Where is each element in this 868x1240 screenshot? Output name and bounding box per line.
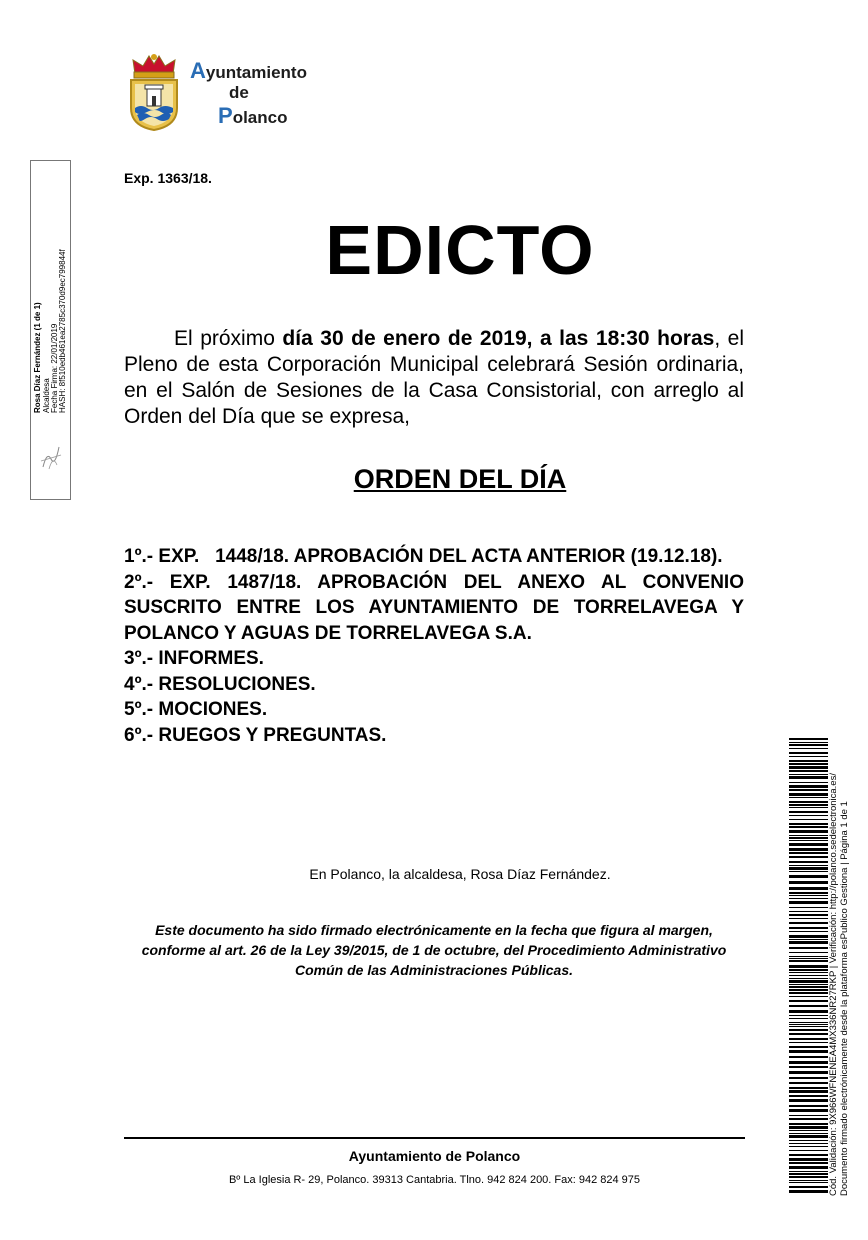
intro-date: día 30 de enero de 2019, a las 18:30 horas — [282, 327, 715, 350]
electronic-signature-notice: Este documento ha sido firmado electrónicamente en la fecha que figura al margen, conforme al art. 26 de la Ley 39/2015, de 1 de octubre, del Procedimiento Administrativo Común de las Administraciones Públicas. — [141, 922, 727, 978]
agenda-item: 1º.- EXP. 1448/18. APROBACIÓN DEL ACTA ANTERIOR (19.12.18). — [124, 546, 723, 567]
logo-line-1: Ayuntamiento — [190, 58, 307, 83]
intro-text-1: El próximo — [174, 327, 283, 350]
agenda-list — [124, 544, 744, 748]
intro-paragraph — [124, 326, 744, 430]
agenda-item: 5º.- MOCIONES. — [124, 699, 268, 720]
validation-code: Cód. Validación: 9X966WFNENEA4MX336NR27RKP | Verificación: http://polanco.sedelectronica.es/ — [828, 773, 839, 1196]
expedient-number: Exp. 1363/18. — [124, 170, 212, 186]
signature-icon — [39, 441, 63, 471]
validation-platform: Documento firmado electrónicamente desde la plataforma esPublico Gestiona | Página 1 de 1 — [839, 801, 850, 1196]
logo-line-2: de — [229, 83, 249, 102]
stamp-date: Fecha Firma: 22/01/2019 — [50, 323, 59, 413]
stamp-signer: Rosa Díaz Fernández (1 de 1) — [33, 302, 42, 413]
stamp-role: Alcaldesa — [42, 378, 51, 413]
signature-stamp — [30, 160, 71, 500]
logo-line-3: Polanco — [218, 103, 288, 128]
footer-divider — [124, 1137, 745, 1139]
stamp-hash: HASH: 8f510edb461ea2785c370d9ec799844f — [58, 249, 67, 413]
agenda-item: 6º.- RUEGOS Y PREGUNTAS. — [124, 724, 387, 746]
intro-text-2: , el Pleno de esta Corporación Municipal celebrará Sesión ordinaria, en el Salón de Sesiones de la Casa Consistorial, con arreglo al Orden del Día que se expresa, — [124, 327, 745, 428]
page-title: EDICTO — [325, 211, 595, 289]
agenda-item: 2º.- EXP. 1487/18. APROBACIÓN DEL ANEXO AL CONVENIO SUSCRITO ENTRE LOS AYUNTAMIENTO DE TORRELAVEGA Y POLANCO Y AGUAS DE TORRELAVEGA S.A. — [124, 571, 744, 644]
footer-address: Bº La Iglesia R- 29, Polanco. 39313 Cantabria. Tlno. 942 824 200. Fax: 942 824 975 — [228, 1174, 641, 1186]
agenda-item: 4º.- RESOLUCIONES. — [124, 673, 316, 695]
coat-of-arms-icon — [125, 52, 183, 132]
barcode-icon — [789, 738, 828, 1194]
footer-organization: Ayuntamiento de Polanco — [348, 1148, 521, 1164]
agenda-item: 3º.- INFORMES. — [124, 648, 264, 669]
agenda-title: ORDEN DEL DÍA — [353, 464, 567, 494]
signature-line: En Polanco, la alcaldesa, Rosa Díaz Fernández. — [309, 866, 611, 882]
